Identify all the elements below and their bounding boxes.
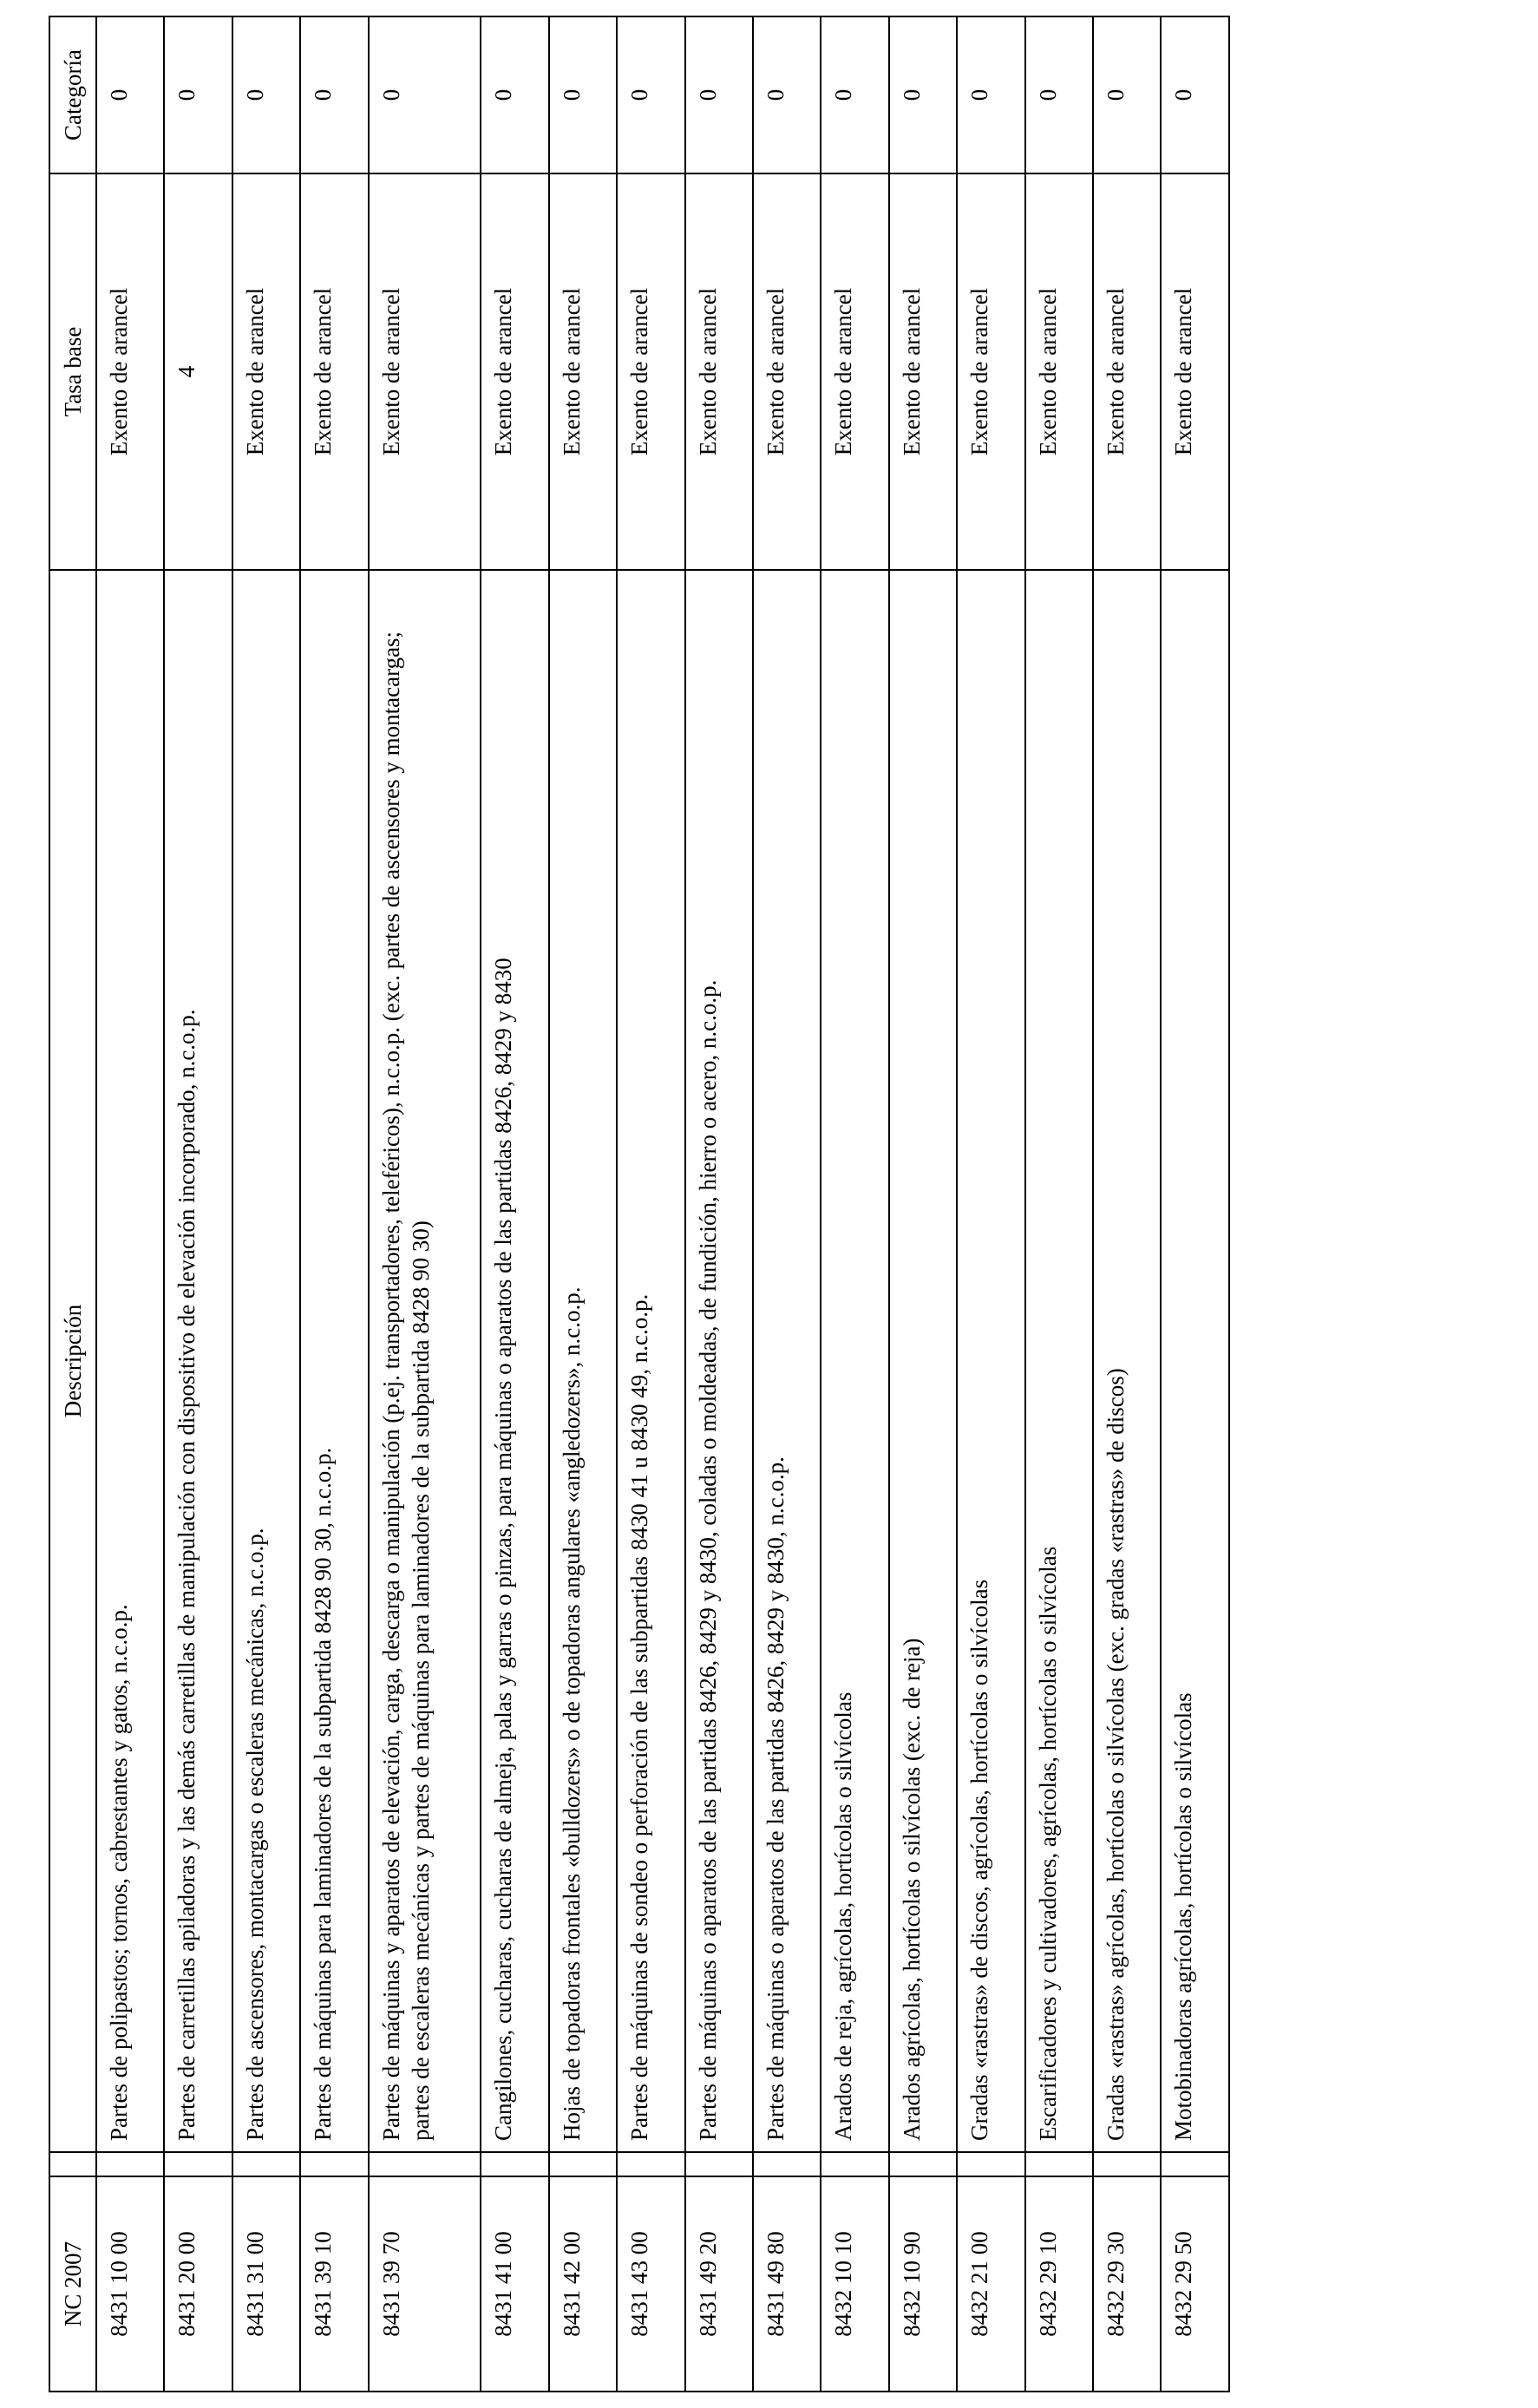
table-row xyxy=(1161,16,1229,2392)
nc-code-cell: 8432 29 30 xyxy=(1093,2176,1161,2392)
description-cell: Partes de máquinas de sondeo o perforación de las subpartidas 8430 41 u 8430 49, n.c.o.p. xyxy=(617,570,684,2152)
table-row xyxy=(232,16,300,2392)
description-cell: Escarificadores y cultivadores, agrícolas, hortícolas o silvícolas xyxy=(1025,570,1093,2152)
tasa-base-cell: Exento de arancel xyxy=(300,173,368,570)
rotated-page-content xyxy=(49,17,1230,2392)
table-body xyxy=(96,16,1229,2392)
tasa-base-cell: Exento de arancel xyxy=(1025,173,1093,570)
spacer-cell xyxy=(369,2152,481,2176)
spacer-cell xyxy=(753,2152,821,2176)
header-description: Descripción xyxy=(49,570,96,2152)
categoria-cell: 0 xyxy=(481,16,548,173)
spacer-cell xyxy=(1161,2152,1229,2176)
nc-code-cell: 8432 21 00 xyxy=(957,2176,1024,2392)
categoria-cell: 0 xyxy=(821,16,888,173)
description-cell: Hojas de topadoras frontales «bulldozers» o de topadoras angulares «angledozers», n.c.o.p. xyxy=(549,570,617,2152)
description-cell: Partes de máquinas o aparatos de las partidas 8426, 8429 y 8430, coladas o moldeadas, de fundición, hierro o acero, n.c.o.p. xyxy=(685,570,753,2152)
nc-code-cell: 8431 39 10 xyxy=(300,2176,368,2392)
tariff-table xyxy=(49,16,1230,2392)
nc-code-cell: 8431 49 20 xyxy=(685,2176,753,2392)
tasa-base-cell: Exento de arancel xyxy=(617,173,684,570)
table-row xyxy=(481,16,548,2392)
description-cell: Partes de polipastos; tornos, cabrestantes y gatos, n.c.o.p. xyxy=(96,570,164,2152)
spacer-cell xyxy=(96,2152,164,2176)
description-cell: Gradas «rastras» agrícolas, hortícolas o silvícolas (exc. gradas «rastras» de discos) xyxy=(1093,570,1161,2152)
nc-code-cell: 8431 42 00 xyxy=(549,2176,617,2392)
description-cell: Gradas «rastras» de discos, agrícolas, hortícolas o silvícolas xyxy=(957,570,1024,2152)
tasa-base-cell: Exento de arancel xyxy=(549,173,617,570)
description-cell: Motobinadoras agrícolas, hortícolas o silvícolas xyxy=(1161,570,1229,2152)
spacer-cell xyxy=(821,2152,888,2176)
categoria-cell: 0 xyxy=(232,16,300,173)
categoria-cell: 0 xyxy=(617,16,684,173)
spacer-cell xyxy=(481,2152,548,2176)
spacer-cell xyxy=(164,2152,232,2176)
description-cell: Partes de máquinas para laminadores de la subpartida 8428 90 30, n.c.o.p. xyxy=(300,570,368,2152)
categoria-cell: 0 xyxy=(1093,16,1161,173)
categoria-cell: 0 xyxy=(164,16,232,173)
tasa-base-cell: Exento de arancel xyxy=(685,173,753,570)
spacer-cell xyxy=(957,2152,1024,2176)
tasa-base-cell: Exento de arancel xyxy=(481,173,548,570)
categoria-cell: 0 xyxy=(957,16,1024,173)
nc-code-cell: 8431 41 00 xyxy=(481,2176,548,2392)
description-cell: Cangilones, cucharas, cucharas de almeja, palas y garras o pinzas, para máquinas o aparatos de las partidas 8426, 8429 y 8430 xyxy=(481,570,548,2152)
tasa-base-cell: Exento de arancel xyxy=(889,173,957,570)
table-row xyxy=(685,16,753,2392)
nc-code-cell: 8432 10 90 xyxy=(889,2176,957,2392)
nc-code-cell: 8431 10 00 xyxy=(96,2176,164,2392)
header-nc: NC 2007 xyxy=(49,2176,96,2392)
description-cell: Arados de reja, agrícolas, hortícolas o silvícolas xyxy=(821,570,888,2152)
table-row xyxy=(164,16,232,2392)
categoria-cell: 0 xyxy=(1025,16,1093,173)
spacer-cell xyxy=(685,2152,753,2176)
tasa-base-cell: Exento de arancel xyxy=(232,173,300,570)
categoria-cell: 0 xyxy=(753,16,821,173)
categoria-cell: 0 xyxy=(549,16,617,173)
categoria-cell: 0 xyxy=(369,16,481,173)
nc-code-cell: 8431 31 00 xyxy=(232,2176,300,2392)
nc-code-cell: 8431 20 00 xyxy=(164,2176,232,2392)
spacer-cell xyxy=(300,2152,368,2176)
description-cell: Partes de carretillas apiladoras y las demás carretillas de manipulación con dispositivo de elevación incorporado, n.c.o.p. xyxy=(164,570,232,2152)
nc-code-cell: 8432 10 10 xyxy=(821,2176,888,2392)
nc-code-cell: 8431 49 80 xyxy=(753,2176,821,2392)
table-row xyxy=(1093,16,1161,2392)
tasa-base-cell: Exento de arancel xyxy=(1161,173,1229,570)
header-row xyxy=(49,16,96,2392)
table-row xyxy=(617,16,684,2392)
table-row xyxy=(821,16,888,2392)
tasa-base-cell: Exento de arancel xyxy=(96,173,164,570)
categoria-cell: 0 xyxy=(685,16,753,173)
nc-code-cell: 8432 29 50 xyxy=(1161,2176,1229,2392)
categoria-cell: 0 xyxy=(889,16,957,173)
header-spacer xyxy=(49,2152,96,2176)
tasa-base-cell: Exento de arancel xyxy=(369,173,481,570)
table-row xyxy=(753,16,821,2392)
description-cell: Partes de máquinas y aparatos de elevación, carga, descarga o manipulación (p.ej. transportadores, teleféricos), n.c.o.p. (exc. partes de ascensores y montacargas; partes de escaleras mecánicas y partes de máquinas para laminadores de la subpartida 8428 90 30) xyxy=(369,570,481,2152)
table-row xyxy=(96,16,164,2392)
description-cell: Arados agrícolas, hortícolas o silvícolas (exc. de reja) xyxy=(889,570,957,2152)
nc-code-cell: 8432 29 10 xyxy=(1025,2176,1093,2392)
categoria-cell: 0 xyxy=(300,16,368,173)
nc-code-cell: 8431 43 00 xyxy=(617,2176,684,2392)
tasa-base-cell: 4 xyxy=(164,173,232,570)
header-categoria: Categoría xyxy=(49,16,96,173)
spacer-cell xyxy=(889,2152,957,2176)
spacer-cell xyxy=(549,2152,617,2176)
table-row xyxy=(957,16,1024,2392)
spacer-cell xyxy=(232,2152,300,2176)
nc-code-cell: 8431 39 70 xyxy=(369,2176,481,2392)
tasa-base-cell: Exento de arancel xyxy=(821,173,888,570)
tasa-base-cell: Exento de arancel xyxy=(753,173,821,570)
spacer-cell xyxy=(1093,2152,1161,2176)
table-row xyxy=(300,16,368,2392)
table-row xyxy=(889,16,957,2392)
table-row xyxy=(1025,16,1093,2392)
tasa-base-cell: Exento de arancel xyxy=(1093,173,1161,570)
spacer-cell xyxy=(1025,2152,1093,2176)
tasa-base-cell: Exento de arancel xyxy=(957,173,1024,570)
spacer-cell xyxy=(617,2152,684,2176)
categoria-cell: 0 xyxy=(1161,16,1229,173)
header-tasa-base: Tasa base xyxy=(49,173,96,570)
categoria-cell: 0 xyxy=(96,16,164,173)
description-cell: Partes de máquinas o aparatos de las partidas 8426, 8429 y 8430, n.c.o.p. xyxy=(753,570,821,2152)
table-row xyxy=(369,16,481,2392)
description-cell: Partes de ascensores, montacargas o escaleras mecánicas, n.c.o.p. xyxy=(232,570,300,2152)
table-row xyxy=(549,16,617,2392)
